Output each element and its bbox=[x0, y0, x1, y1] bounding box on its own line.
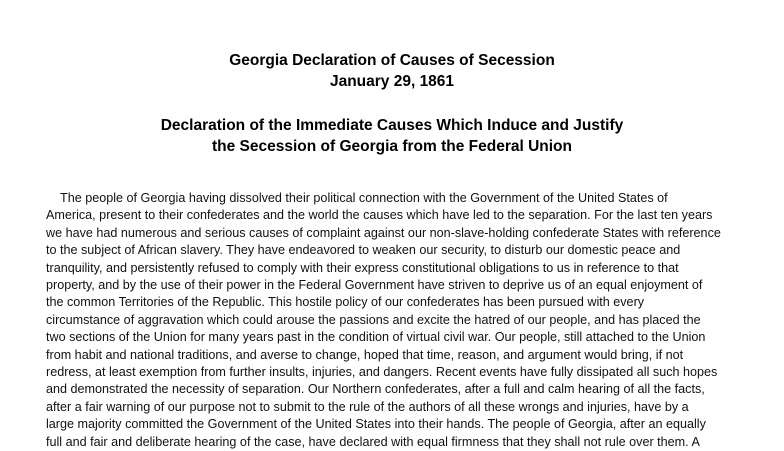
body-paragraph bbox=[46, 190, 746, 451]
body-line: property, and by the use of their power in the Federal Government have striven to deprive us of an equal enjoyment of bbox=[46, 278, 703, 293]
document-subtitle bbox=[0, 115, 784, 157]
subtitle-line: Declaration of the Immediate Causes Which Induce and Justify bbox=[160, 117, 624, 134]
body-line: America, present to their confederates and the world the causes which have led to the separation. For the last ten years bbox=[46, 208, 713, 223]
body-line: circumstance of aggravation which could arouse the passions and excite the hatred of our people, and has placed the bbox=[46, 312, 701, 327]
body-line: full and fair and deliberate hearing of the case, have declared with equal firmness that they shall not rule over them. A bbox=[46, 434, 700, 449]
body-line: and demonstrated the necessity of separation. Our Northern confederates, after a full and calm hearing of all the facts, bbox=[46, 382, 705, 397]
document-title bbox=[0, 50, 784, 92]
body-line: The people of Georgia having dissolved their political connection with the Government of the United States of bbox=[60, 191, 668, 205]
body-line: to the subject of African slavery. They have endeavored to weaken our security, to disturb our domestic peace and bbox=[46, 243, 681, 258]
body-line: redress, at least exemption from further insults, injuries, and dangers. Recent events have fully dissipated all such hopes bbox=[46, 365, 718, 380]
title-line: Georgia Declaration of Causes of Secession bbox=[229, 52, 555, 69]
body-line: large majority committed the Government of the United States into their hands. The people of Georgia, after an equally bbox=[46, 417, 706, 432]
body-line: we have had numerous and serious causes of complaint against our non-slave-holding confederate States with reference bbox=[46, 225, 721, 240]
body-line: two sections of the Union for many years past in the condition of virtual civil war. Our people, still attached to the Union bbox=[46, 330, 706, 345]
body-line: tranquility, and persistently refused to comply with their express constitutional obligations to us in reference to that bbox=[46, 260, 679, 275]
body-line: after a fair warning of our purpose not to submit to the rule of the authors of all these wrongs and injuries, have by a bbox=[46, 399, 689, 414]
body-line: from habit and national traditions, and averse to change, hoped that time, reason, and argument would bring, if not bbox=[46, 347, 684, 362]
subtitle-line: the Secession of Georgia from the Federal Union bbox=[211, 138, 572, 155]
body-line: the common Territories of the Republic. This hostile policy of our confederates has been pursued with every bbox=[46, 295, 645, 310]
date-line: January 29, 1861 bbox=[329, 73, 455, 90]
